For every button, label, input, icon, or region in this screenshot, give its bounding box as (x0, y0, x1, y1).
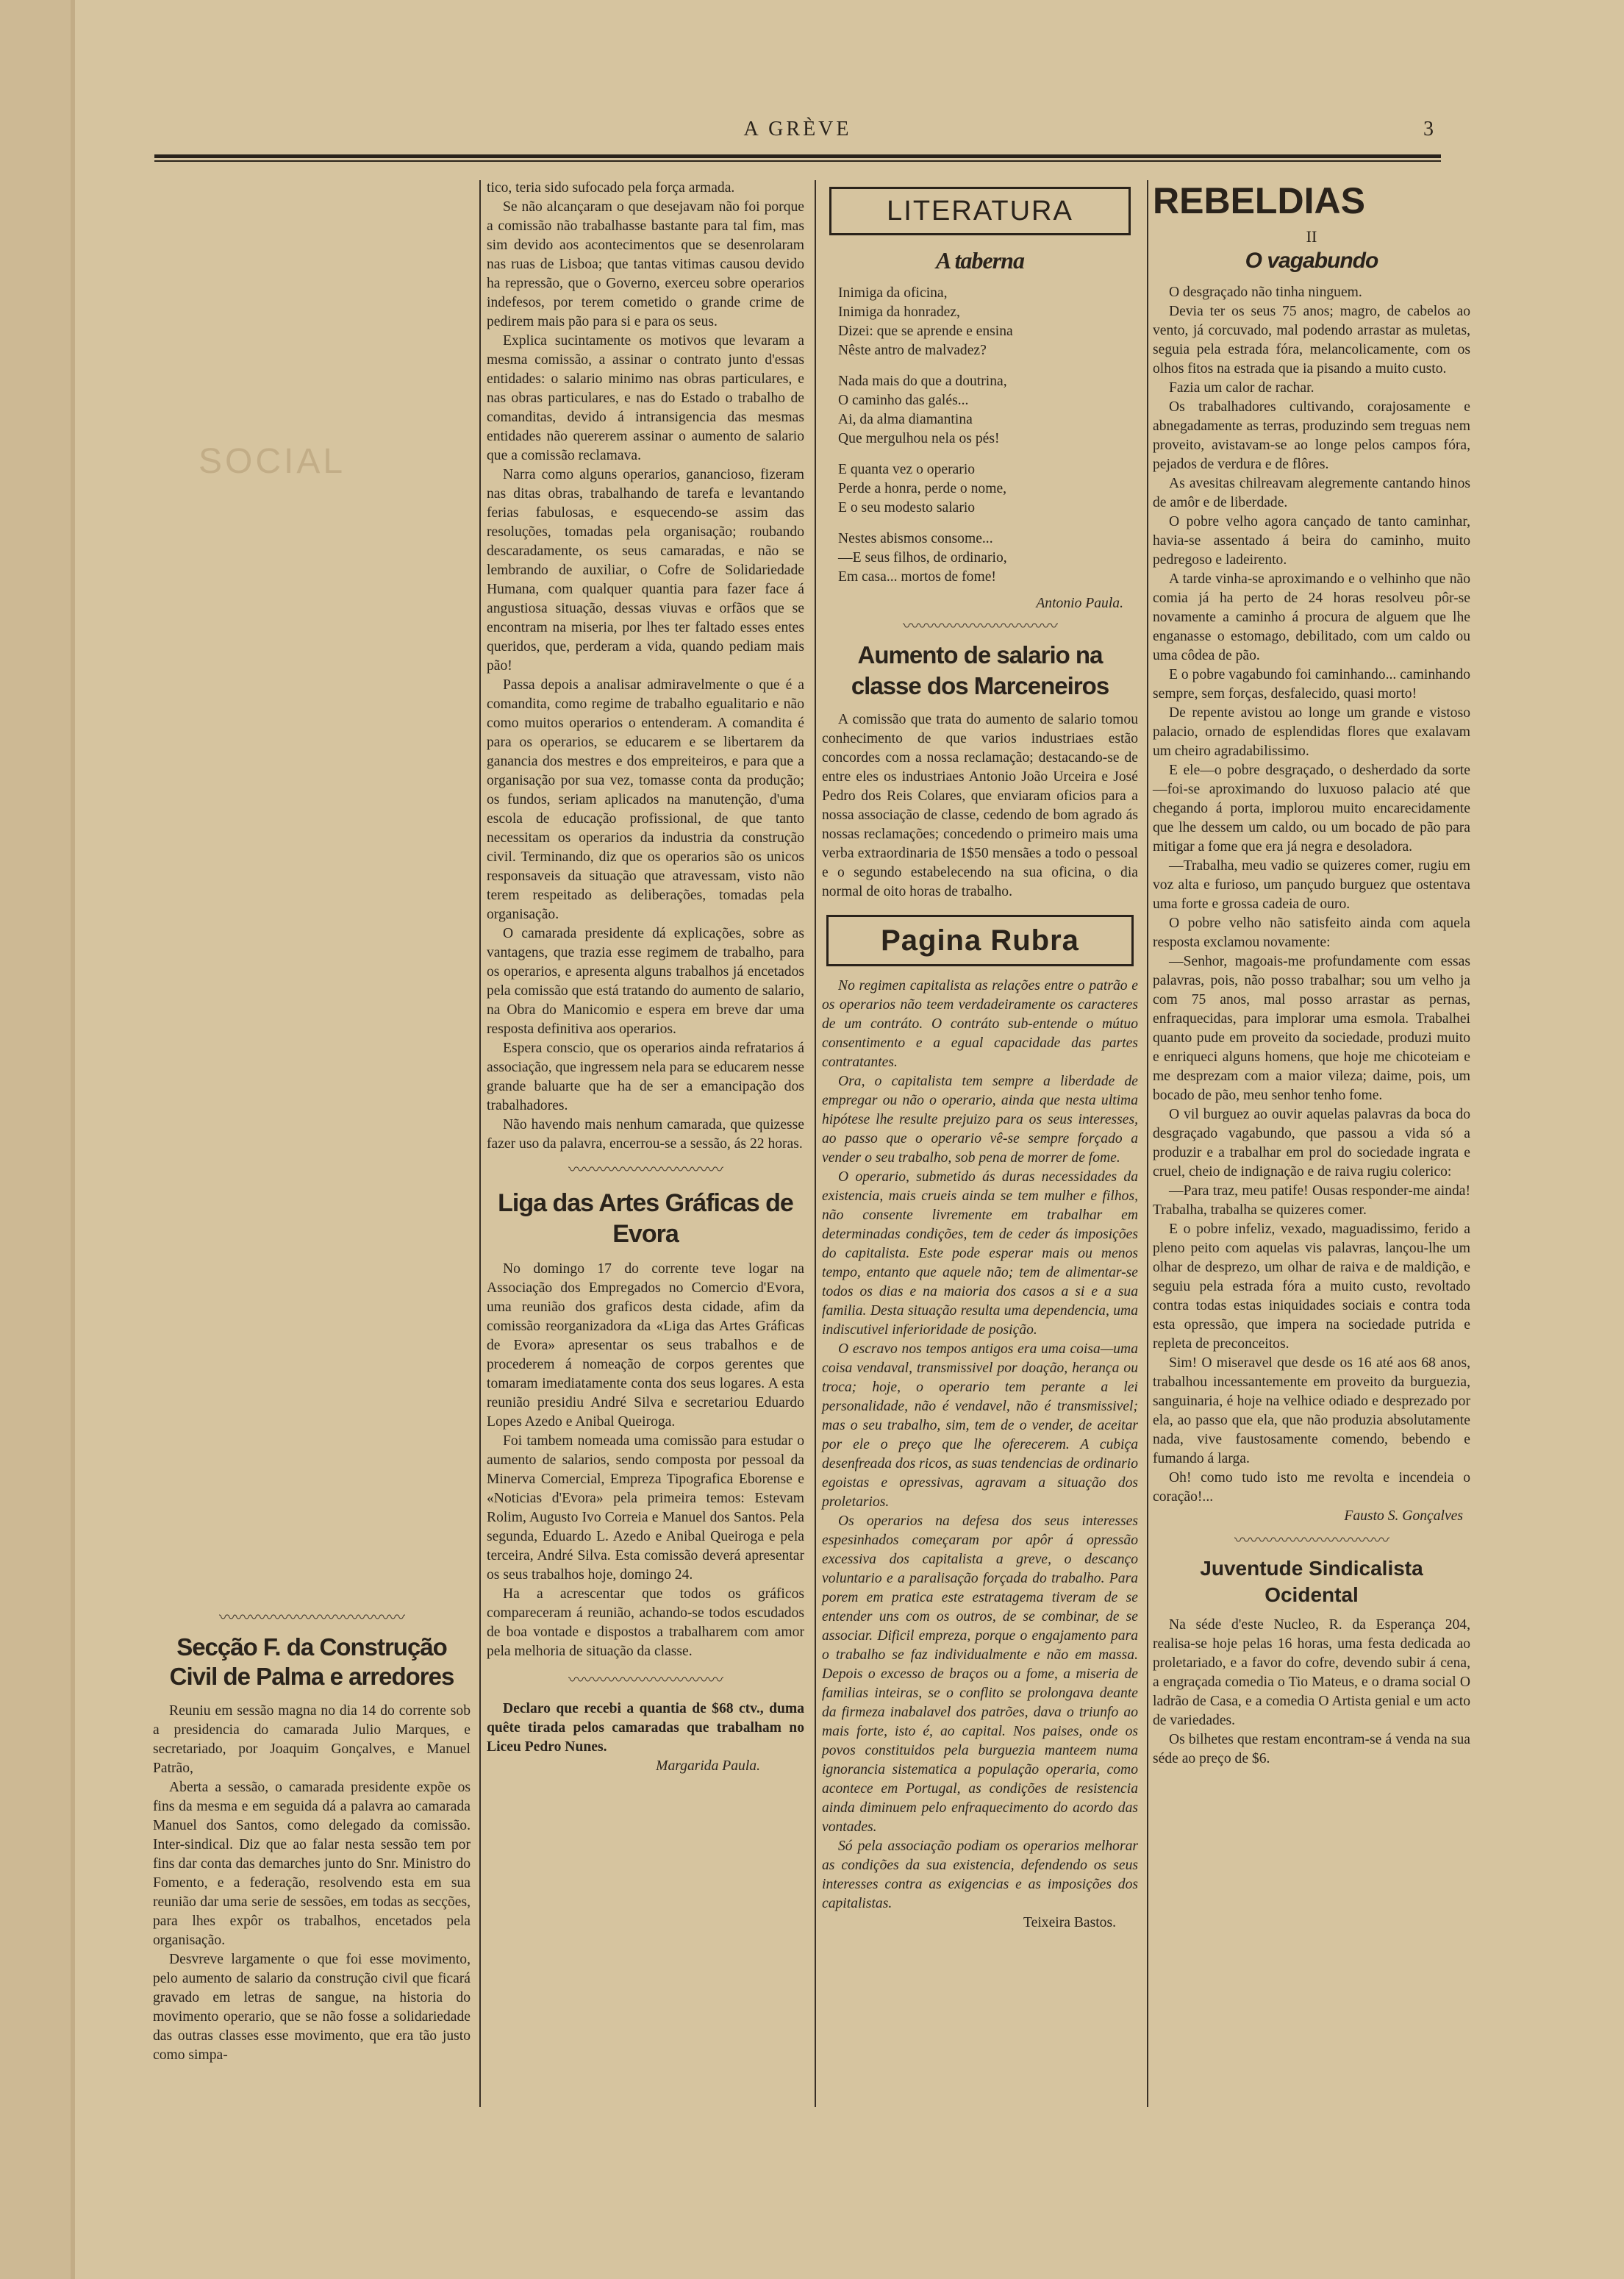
header-rule (154, 154, 1441, 158)
article-paragraph: Devia ter os seus 75 anos; magro, de cabelos ao vento, já corcuvado, mal podendo arrastar as muletas, seguia pela estrada fóra, melancolicamente, com os olhos fitos na estrada que ia pisando a muito custo. (1153, 304, 1470, 377)
article-paragraph: Reuniu em sessão magna no dia 14 do corrente sob a presidencia do camarada Julio Marques, e secretariado, por Joaquim Gonçalves, e Manuel Patrão, (153, 1703, 471, 1776)
column-2 (487, 179, 804, 1776)
page-header (154, 118, 1441, 147)
poem-line: O caminho das galés... (838, 393, 969, 408)
article-paragraph: O escravo nos tempos antigos era uma coisa—uma coisa vendaval, transmissivel por doação, herança ou troca; hoje, o operario tem perante a lei personalidade, não é vendavel, não é transmissivel; mas o seu trabalho, sim, tem de o vender, de aceitar por ele o preço que lhe oferecerem. A cubiça desenfreada dos ricos, as suas tendencias de ordinario egoistas e opressivas, agravam a situação dos proletarios. (822, 1341, 1138, 1510)
article-paragraph: —Para traz, meu patife! Ousas responder-me ainda! Trabalha, trabalha se quizeres comer. (1153, 1183, 1470, 1218)
article-paragraph: E o pobre vagabundo foi caminhando... caminhando sempre, sem forças, desfalecido, quasi morto! (1153, 667, 1470, 702)
poem-line: Nêste antro de malvadez? (838, 343, 987, 358)
column-1 (153, 1608, 471, 2065)
article-heading: Juventude Sindicalista Ocidental (1200, 1557, 1423, 1606)
page-number: 3 (1423, 118, 1434, 140)
column-separator (479, 180, 481, 2107)
article-paragraph: —Senhor, magoais-me profundamente com essas palavras, pois, não posso trabalhar; sou um velho ja com 75 anos, mal posso arrastar as pernas, enfraquecidas, para implorar uma esmola. Trabalhei quanto pude em proveito da sociedade, produzi muito e enriqueci alguns homens, que hoje me chicoteiam e me desprezam com a maior vileza; daime, pois, um bocado de pão, meu senhor tenho fome. (1153, 954, 1470, 1103)
article-paragraph: O pobre velho agora cançado de tanto caminhar, havia-se assentado á beira do caminho, muito pedregoso e ladeirento. (1153, 514, 1470, 568)
article-paragraph: Só pela associação podiam os operarios melhorar as condições da sua existencia, defendendo os seus interesses contra as exigencias e as imposições dos capitalistas. (822, 1838, 1138, 1911)
show-through-text: SOCIAL (198, 442, 346, 481)
article-paragraph: E ele—o pobre desgraçado, o desherdado da sorte—foi-se aproximando do luxuoso palacio até que chegando á porta, implorou muito encarecidamente que lhe dessem um caldo, ou um bocado de pão para mitigar a fome que era já negra e desoladora. (1153, 763, 1470, 855)
article-heading: Aumento de salario na classe dos Marceneiros (851, 641, 1109, 699)
article-signature: Fausto S. Gonçalves (1344, 1508, 1463, 1524)
article-paragraph: O vil burguez ao ouvir aquelas palavras da boca do desgraçado vagabundo, que passou a vida só a produzir e a trabalhar em prol do sociedade ingrata e cruel, cheio de indignação e de raiva rugiu colerico: (1153, 1107, 1470, 1180)
article-paragraph: —Trabalha, meu vadio se quizeres comer, rugiu em voz alta e furioso, um pançudo burguez que ostentava uma forte e grossa cadeia de ouro. (1153, 858, 1470, 912)
poem-signature: Antonio Paula. (1036, 596, 1123, 611)
article-paragraph: Ha a acrescentar que todos os gráficos compareceram á reunião, achando-se todos escudados de boa vontade e dispostos a trabalharem com amor pela melhoria de situação da classe. (487, 1586, 804, 1659)
poem-line: Inimiga da honradez, (838, 304, 960, 320)
section-label-literatura: LITERATURA (829, 187, 1131, 235)
ornament-divider: 〰〰〰〰〰〰〰〰〰〰 (568, 1671, 723, 1689)
article-paragraph: Os bilhetes que restam encontram-se á venda na sua séde ao preço de $6. (1153, 1732, 1470, 1766)
poem-line: Ai, da alma diamantina (838, 412, 973, 427)
poem-stanza (838, 372, 1138, 449)
article-paragraph: Os operarios na defesa dos seus interesses espesinhados começaram por apôr á opressão excessiva dos capitalista a greve, o descanço voluntario e a paralisação forçada do trabalho. Para porem em pratica este estratagema tiveram de se entender uns com os outros, de se combinar, de se associar. Dificil empreza, porque o engajamento para o trabalho se faz individualmente e não em massa. Depois o excesso de braços ou a fome, a miseria de familias inteiras, se o conflito se prolongava deante da firmeza inabalavel dos patrões, dava o triunfo ao mais forte, isto é, ao capital. Nos paises, onde os povos constituidos pela burguezia manteem numa ignorancia sistematica a população operaria, como acontece em Portugal, as condições de resistencia ainda diminuem pelo enfraquecimento do acordo das vontades. (822, 1513, 1138, 1835)
poem-title: A taberna (936, 247, 1024, 274)
article-paragraph: No domingo 17 do corrente teve logar na Associação dos Empregados no Comercio d'Evora, uma reunião dos graficos desta cidade, afim da comissão reorganizadora da «Liga das Artes Gráficas de Evora» apresentar os seus trabalhos e de procederem á nomeação de corpos gerentes que tomaram imediatamente conta dos seus logares. A esta reunião presidiu André Silva e secretariou Eduardo Lopes Azedo e Anibal Queiroga. (487, 1261, 804, 1430)
header-rule-thin (154, 160, 1441, 162)
declaration-signature: Margarida Paula. (656, 1758, 760, 1774)
poem-line: Inimiga da oficina, (838, 285, 948, 301)
article-heading: Liga das Artes Gráficas de Evora (498, 1189, 793, 1248)
article-paragraph: Passa depois a analisar admiravelmente o que é a comandita, como regime de trabalho egualitario e não como muitos operarios o entenderam. A comandita é para os operarios, se educarem e se libertarem da ganancia dos mestres e dos empreiteiros, e para que a organisação por sua vez, tomasse conta da produção; os fundos, seriam aplicados na manutenção, d'uma escola de educação profissional, de que tanto necessitam os operarios da industria da construção civil. Terminando, diz que os operarios são os unicos responsaveis da situação que atravessam, visto não terem respeitado as deliberações, tomadas pela organisação. (487, 677, 804, 922)
article-paragraph: Aberta a sessão, o camarada presidente expõe os fins da mesma e em seguida dá a palavra ao camarada Manuel dos Santos, como delegado da comissão. Inter-sindical. Diz que ao falar nesta sessão tem por fins dar conta das demarches junto do Snr. Ministro do Fomento, e a federação, resolvendo esta em sua reunião dar uma serie de sessões, em todas as secções, para lhes expôr os trabalhos, encetados pela organisação. (153, 1780, 471, 1948)
roman-numeral: II (1306, 227, 1317, 246)
article-paragraph: No regimen capitalista as relações entre o patrão e os operarios não teem verdadeiramente os caracteres de um contráto. O contráto sub-entende o mútuo consentimento e a egual capacidade das partes contratantes. (822, 978, 1138, 1070)
declaration-text: Declaro que recebi a quantia de $68 ctv., duma quête tirada pelos camaradas que trabalham no Liceu Pedro Nunes. (487, 1701, 804, 1755)
poem-line: Perde a honra, perde o nome, (838, 481, 1007, 496)
poem-line: Que mergulhou nela os pés! (838, 431, 1000, 446)
poem (822, 284, 1138, 587)
poem-stanza (838, 460, 1138, 518)
article-paragraph: Narra como alguns operarios, ganancioso, fizeram nas ditas obras, trabalhando de tarefa e levantando ferias fabulosas, e esquecendo-se assim das resoluções, tomadas pela organisação; roubando descaradamente, os seus camaradas, e não se lembrando de auxiliar, o Cofre de Solidariedade Humana, com qualquer quantia para fazer face á angustiosa situação, dessas viuvas e orfãos que se encontram na miseria, por lhes ter faltado esses entes queridos, que, perderam a vida, quando pediam mais pão! (487, 467, 804, 674)
section-label-pagina-rubra: Pagina Rubra (826, 915, 1134, 966)
ornament-divider: 〰〰〰〰〰〰〰〰〰〰 (902, 617, 1057, 635)
article-paragraph: tico, teria sido sufocado pela força armada. (487, 180, 735, 196)
column-separator (1147, 180, 1148, 2107)
poem-stanza (838, 284, 1138, 360)
article-heading: Secção F. da Construção Civil de Palma e arredores (169, 1633, 454, 1690)
column-3 (822, 184, 1138, 1933)
article-paragraph: O operario, submetido ás duras necessidades da existencia, mais crueis ainda se tem mulher e filhos, não consente livremente em trabalhar em determinadas condições, tem de ceder ás imposições do capitalista. Este pode esperar mais ou menos tempo, entanto que aquele não; tem de alimentar-se todos os dias e na maioria dos casos a si e a sua familia. Desta situação resulta uma dependencia, uma indiscutivel inferioridade de posição. (822, 1169, 1138, 1338)
facing-page-strip (0, 0, 71, 2279)
article-paragraph: Os trabalhadores cultivando, corajosamente e abnegadamente as terras, produzindo sem treguas nem proveito, avistavam-se ao longe pelos campos fóra, pejados de verdura e de flôres. (1153, 399, 1470, 472)
article-paragraph: Foi tambem nomeada uma comissão para estudar o aumento de salarios, sendo composta por pessoal da Minerva Comercial, Empreza Tipografica Eborense e «Noticias d'Evora» pela primeira temos: Estevam Rolim, Augusto Ivo Correia e Manuel dos Santos. Pela segunda, Eduardo L. Azedo e Anibal Queiroga e pela terceira, André Silva. Esta comissão deverá apresentar os seus trabalhos hoje, domingo 24. (487, 1433, 804, 1583)
ornament-divider: 〰〰〰〰〰〰〰〰〰〰 (568, 1160, 723, 1179)
article-paragraph: Oh! como tudo isto me revolta e incendeia o coração!... (1153, 1470, 1470, 1505)
article-heading-rebeldias: REBELDIAS (1153, 180, 1365, 221)
article-paragraph: Fazia um calor de rachar. (1169, 380, 1314, 396)
column-4 (1153, 179, 1470, 1769)
poem-line: Em casa... mortos de fome! (838, 569, 996, 585)
poem-stanza (838, 529, 1138, 587)
article-paragraph: Explica sucintamente os motivos que levaram a mesma comissão, a assinar o contrato junto d'essas entidades: o salario minimo nas obras particulares, e nas obras particulares, e nas do Estado o trabalho de comanditas, devido á intransigencia das mesmas entidades não quererem assinar o aumento de salario que a comissão reclamava. (487, 333, 804, 463)
poem-line: Dizei: que se aprende e ensina (838, 324, 1013, 339)
poem-line: —E seus filhos, de ordinario, (838, 550, 1007, 566)
article-paragraph: Desvreve largamente o que foi esse movimento, pelo aumento de salario da construção civil que ficará gravado em letras de sangue, na historia do movimento operario, que se não fosse a solidariedade das outras classes esse movimento, que era tão justo como simpa- (153, 1952, 471, 2063)
page-fold (71, 0, 75, 2279)
poem-line: Nestes abismos consome... (838, 531, 993, 546)
column-separator (815, 180, 816, 2107)
article-paragraph: A tarde vinha-se aproximando e o velhinho que não comia já ha perto de 24 horas resolveu pôr-se novamente a caminho á procura de alguem que lhe enganasse o estomago, debilitado, com um caldo ou uma côdea de pão. (1153, 571, 1470, 663)
poem-line: E quanta vez o operario (838, 462, 976, 477)
poem-line: E o seu modesto salario (838, 500, 976, 516)
article-paragraph: O camarada presidente dá explicações, sobre as vantagens, que trazia esse regimem de trabalho, para os operarios, e apresenta alguns trabalhos já encetados pela comissão que está tratando do aumento de salario, na Obra do Manicomio e espera em breve dar uma resposta definitiva aos operarios. (487, 926, 804, 1037)
article-paragraph: Sim! O miseravel que desde os 16 até aos 68 anos, trabalhou incessantemente em proveito da burguezia, sanguinaria, é hoje na velhice odiado e desprezado por ela, ao passo que ela, que não produzia absolutamente nada, vive faustosamente comendo, bebendo e fumando á larga. (1153, 1355, 1470, 1466)
article-paragraph: Na séde d'este Nucleo, R. da Esperança 204, realisa-se hoje pelas 16 horas, uma festa dedicada ao proletariado, e a favor do cofre, devendo subir á cena, a engraçada comedia o Tio Mateus, e o drama social O ladrão de Casa, e a comedia O Artista genial e um acto de variedades. (1153, 1617, 1470, 1728)
article-paragraph: A comissão que trata do aumento de salario tomou conhecimento de que varios industriaes estão concordes com a nossa reclamação; destacando-se de entre eles os industriaes Antonio João Urceira e José Pedro dos Reis Colares, que enviaram oficios para a nossa associação de classe, cedendo de bom agrado ás nossas reclamações; concedendo o primeiro mais uma verba extraordinaria de 1$50 mensães a todo o pessoal e o segundo estabelecendo na sua oficina, o dia normal de oito horas de trabalho. (822, 712, 1138, 899)
article-paragraph: Se não alcançaram o que desejavam não foi porque a comissão não trabalhasse bastante para tal fim, mas sim devido aos acontecimentos que se desenrolaram nas ruas de Lisboa; que tantas vitimas causou devido ha repressão, que o Governo, exerceu sobre operarios indefesos, por terem cometido o grande crime de pedirem mais pão para si e para os seus. (487, 199, 804, 329)
article-paragraph: O desgraçado não tinha ninguem. (1169, 285, 1362, 300)
article-paragraph: Espera conscio, que os operarios ainda refratarios á associação, que ingressem nela para se educarem nesse grande baluarte que ha de ser a emancipação dos trabalhadores. (487, 1041, 804, 1113)
ornament-divider: 〰〰〰〰〰〰〰〰〰〰〰〰 (218, 1608, 404, 1627)
article-paragraph: As avesitas chilreavam alegremente cantando hinos de amôr e de liberdade. (1153, 476, 1470, 510)
article-paragraph: Não havendo mais nenhum camarada, que quizesse fazer uso da palavra, encerrou-se a sessão, ás 22 horas. (487, 1117, 804, 1152)
article-paragraph: E o pobre infeliz, vexado, maguadissimo, ferido a pleno peito com aquelas vis palavras, lançou-lhe um olhar de desprezo, um olhar de raiva e de maldição, e seguiu pela estrada fóra a muito custo, revoltado contra todas estas iniquidades sociais e contra toda esta opressão, que impera na sociedade putrida e repleta de preconceitos. (1153, 1221, 1470, 1352)
article-paragraph: O pobre velho não satisfeito ainda com aquela resposta exclamou novamente: (1153, 916, 1470, 950)
article-subtitle: O vagabundo (1245, 249, 1378, 273)
poem-line: Nada mais do que a doutrina, (838, 374, 1007, 389)
article-signature: Teixeira Bastos. (1023, 1915, 1116, 1930)
article-paragraph: De repente avistou ao longe um grande e vistoso palacio, ornado de esplendidas flores que exalavam um cheiro agradabilissimo. (1153, 705, 1470, 759)
ornament-divider: 〰〰〰〰〰〰〰〰〰〰 (1234, 1531, 1389, 1549)
newspaper-title: A GRÈVE (743, 118, 852, 140)
article-paragraph: Ora, o capitalista tem sempre a liberdade de empregar ou não o operario, ainda que nesta ultima hipótese lhe resulte prejuizo para os seus interesses, ao passo que o operario vê-se sempre forçado a vender o seu trabalho, sob pena de morrer de fome. (822, 1074, 1138, 1166)
